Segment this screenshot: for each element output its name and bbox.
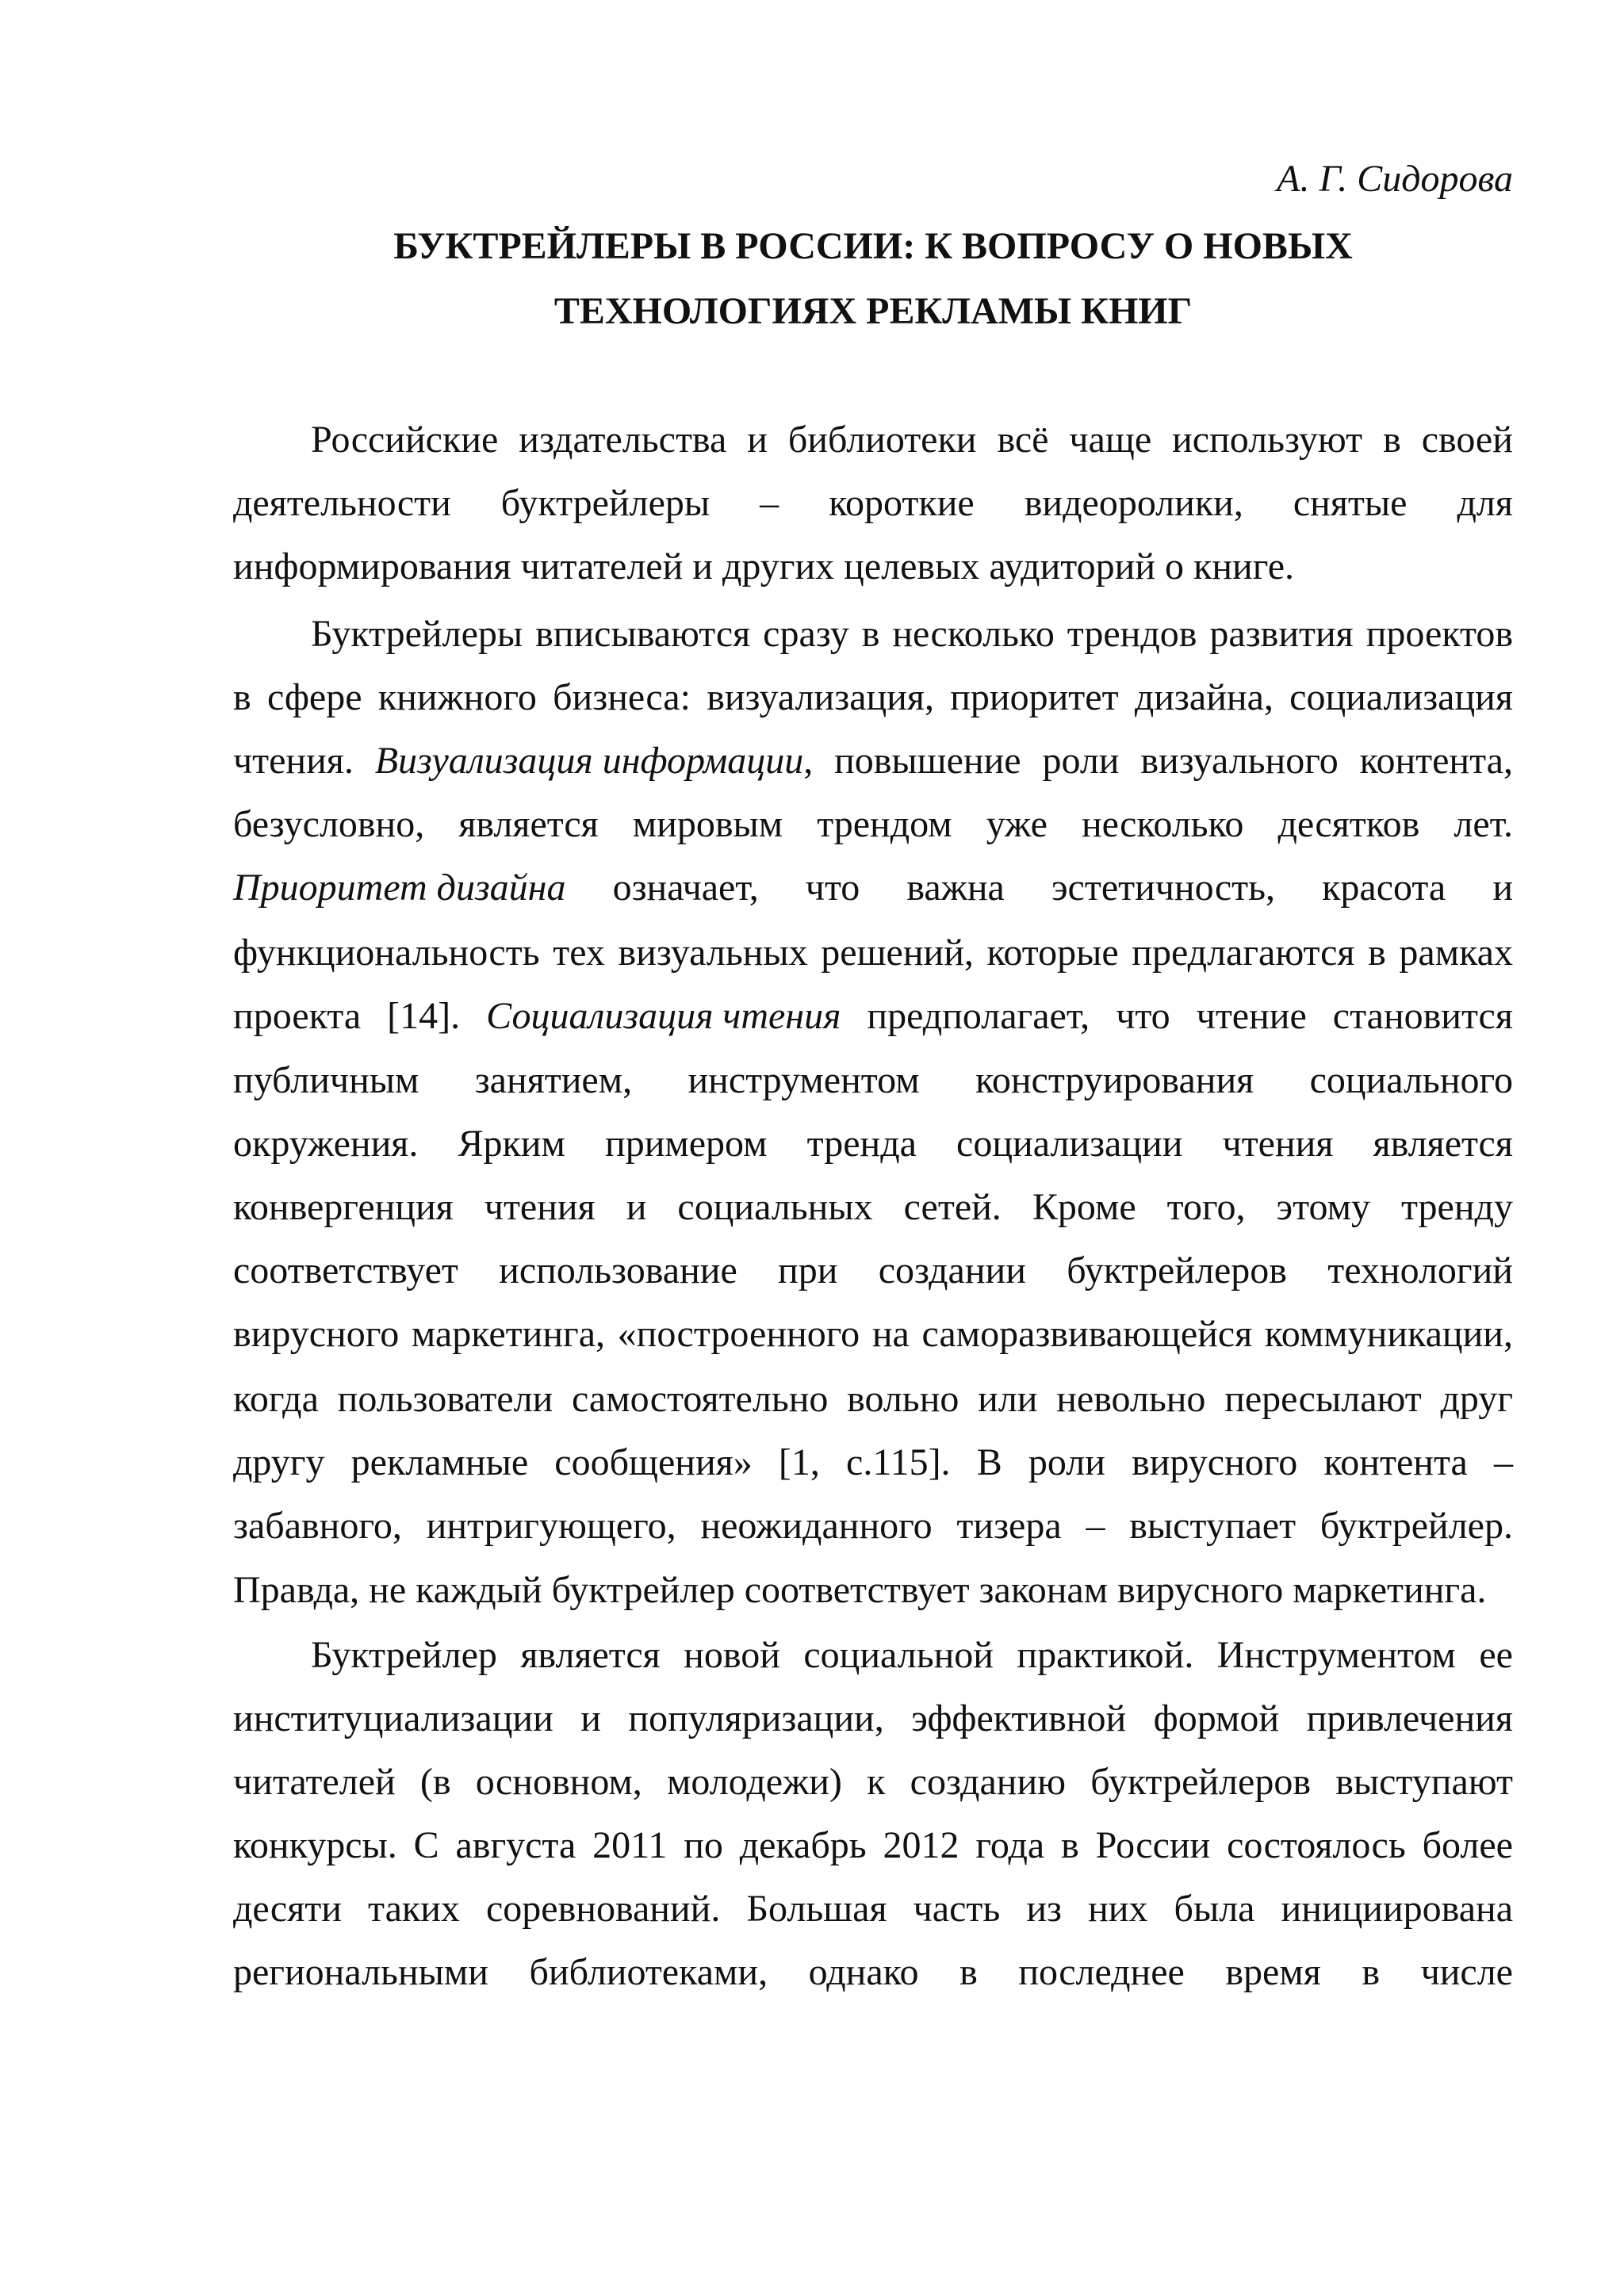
word: библиотеки [787,419,977,461]
word: чтения [1222,1123,1334,1165]
word: (в [419,1761,451,1803]
word: Буктрейлер [311,1634,497,1676]
word: десятков [1277,803,1420,845]
word: что [805,867,860,909]
word: чтение [1196,995,1307,1037]
word: занятием, [474,1059,633,1101]
word: числе [1420,1951,1513,1993]
word: и [747,419,768,461]
word: предлагаются [1132,932,1355,974]
word: пользователи [337,1378,553,1420]
word: сразу [763,613,849,655]
word: рекламные [350,1441,529,1483]
word: институциализации [233,1697,553,1739]
word: региональными [233,1951,488,1993]
text-line [233,864,1513,912]
word: таких [368,1888,460,1930]
word: вирусного [1132,1441,1298,1483]
word: ее [1479,1634,1513,1676]
word: Кроме [1032,1186,1136,1228]
text-line [233,674,1513,721]
word: основном, [475,1761,642,1803]
word: библиотеками, [529,1951,768,1993]
word: тизера [956,1505,1062,1547]
word: августа [455,1824,576,1866]
word: книжного [377,676,537,718]
word: формой [1153,1697,1280,1739]
text-line [233,929,1513,977]
word: снятые [1293,482,1408,524]
text-line [233,1758,1513,1806]
word: функциональность [233,932,540,974]
word: мировым [632,803,783,845]
word: лет. [1454,803,1513,845]
word: выступают [1335,1761,1513,1803]
word: в [1362,1951,1381,1993]
word: года [975,1824,1045,1866]
word: когда [233,1378,319,1420]
word: Приоритет дизайна [233,867,566,909]
word: забавного, [233,1505,402,1547]
word: саморазвивающейся [921,1313,1253,1355]
word: и [626,1186,647,1228]
word: деятельности [233,482,451,524]
word: используют [1172,419,1363,461]
word: буктрейлеров [1067,1249,1287,1292]
word: последнее [1018,1951,1185,1993]
word: решений, [821,932,974,974]
word: – [1493,1441,1513,1483]
word: часть [913,1888,1001,1930]
word: выступает [1129,1505,1297,1547]
word: эффективной [911,1697,1127,1739]
word: важна [906,867,1005,909]
word: проекта [233,995,362,1037]
word: Ярким [458,1123,565,1165]
word: была [1174,1888,1255,1930]
word: является [458,803,599,845]
word: более [1422,1824,1513,1866]
word: С [413,1824,439,1866]
word: контента, [1359,740,1513,782]
word: 2011 [592,1824,668,1866]
text-line [233,1311,1513,1358]
author-name: А. Г. Сидорова [1277,158,1513,200]
word: инициирована [1281,1888,1513,1930]
word: своей [1421,419,1513,461]
word: сообщения» [554,1441,753,1483]
word: – [760,482,779,524]
word: социализации [956,1123,1183,1165]
word: 2012 [883,1824,959,1866]
word: проектов [1365,613,1513,655]
word: Большая [746,1888,887,1930]
word: короткие [829,482,975,524]
word: в [1061,1824,1079,1866]
word: уже [986,803,1048,845]
word: соревнований. [486,1888,721,1930]
word: повышение [834,740,1021,782]
word: приоритет [950,676,1119,718]
word: соответствует [233,1249,458,1292]
word: создании [878,1249,1026,1292]
word: десяти [233,1888,342,1930]
word: в [233,676,251,718]
word: неожиданного [700,1505,933,1547]
word: означает, [612,867,759,909]
word: России [1095,1824,1211,1866]
word: что [1116,995,1170,1037]
word: контента [1323,1441,1468,1483]
word: однако [808,1951,919,1993]
word: в [1368,932,1386,974]
word: чтения [484,1186,596,1228]
document-page [233,0,1513,2296]
word: другу [233,1441,325,1483]
word: тех [553,932,605,974]
word: и [1492,867,1513,909]
word: социального [1309,1059,1513,1101]
word: состоялось [1227,1824,1406,1866]
word: читателей [233,1761,396,1803]
word: Российские [311,419,499,461]
word: Визуализация информации, [374,740,814,782]
word: визуальных [618,932,808,974]
word: которые [986,932,1119,974]
word: [14]. [387,995,461,1037]
word: всё [997,419,1049,461]
word: и [580,1697,601,1739]
word: видеоролики, [1024,482,1243,524]
text-line [311,610,1513,658]
word: интригующего, [426,1505,676,1547]
article-title [233,214,1513,344]
word: с.115]. [846,1441,951,1483]
word: чаще [1069,419,1152,461]
text-line [311,416,1513,464]
word: пересылают [1224,1378,1422,1420]
word: созданию [910,1761,1066,1803]
text-line [233,993,1513,1040]
word: при [778,1249,838,1292]
word: вольно [847,1378,959,1420]
word: вписываются [535,613,751,655]
word: В [976,1441,1002,1483]
word: эстетичность, [1051,867,1275,909]
word: технологий [1327,1249,1513,1292]
word: развития [1209,613,1354,655]
word: трендом [817,803,952,845]
word: того, [1166,1186,1246,1228]
text-line [233,737,1513,785]
word: в [959,1951,978,1993]
word: визуализация, [707,676,934,718]
word: для [1457,482,1513,524]
word: сетей. [903,1186,1002,1228]
word: них [1088,1888,1148,1930]
word: рамках [1399,932,1513,974]
word: становится [1332,995,1513,1037]
word: Инструментом [1216,1634,1456,1676]
word: чтения. [233,740,354,782]
title-line: ТЕХНОЛОГИЯХ РЕКЛАМЫ КНИГ [553,290,1193,332]
word: использование [499,1249,737,1292]
word: буктрейлеров [1090,1761,1311,1803]
word: безусловно, [233,803,425,845]
text-line [233,1184,1513,1231]
word: тренда [806,1123,917,1165]
text-line [233,1247,1513,1295]
word: или [978,1378,1038,1420]
text-line: информирования читателей и других целевых аудиторий о книге. [233,545,1295,587]
word: роли [1042,740,1120,782]
word: социальной [803,1634,994,1676]
word: сфере [266,676,362,718]
word: несколько [892,613,1055,655]
text-line [233,1376,1513,1423]
word: дизайна, [1134,676,1274,718]
title-line: БУКТРЕЙЛЕРЫ В РОССИИ: К ВОПРОСУ О НОВЫХ [393,225,1353,267]
word: визуального [1140,740,1339,782]
text-line [233,1439,1513,1487]
text-line [233,1885,1513,1933]
word: инструментом [688,1059,920,1101]
word: Социализация чтения [486,995,841,1037]
text-line [233,1822,1513,1869]
word: конструирования [975,1059,1254,1101]
word: друг [1440,1378,1513,1420]
word: предполагает, [867,995,1090,1037]
word: – [1086,1505,1105,1547]
word: «построенного [617,1313,860,1355]
word: декабрь [739,1824,867,1866]
word: социальных [677,1186,873,1228]
word: бизнеса: [553,676,691,718]
text-line [233,1057,1513,1104]
word: коммуникации, [1264,1313,1513,1355]
word: привлечения [1306,1697,1513,1739]
word: окружения. [233,1123,419,1165]
text-line [233,1695,1513,1743]
word: время [1225,1951,1321,1993]
word: Буктрейлеры [311,613,523,655]
word: практикой. [1017,1634,1194,1676]
word: является [1373,1123,1513,1165]
word: в [1383,419,1401,461]
word: роли [1028,1441,1105,1483]
word: трендов [1067,613,1197,655]
word: [1, [778,1441,820,1483]
word: из [1026,1888,1062,1930]
word: молодежи) [667,1761,842,1803]
word: по [684,1824,723,1866]
word: вирусного [233,1313,400,1355]
word: на [871,1313,910,1355]
word: этому [1276,1186,1370,1228]
word: в [861,613,880,655]
word: издательства [519,419,727,461]
word: новой [684,1634,780,1676]
text-line [311,1632,1513,1679]
word: конкурсы. [233,1824,397,1866]
word: популяризации, [628,1697,884,1739]
text-line [233,1949,1513,1996]
word: невольно [1056,1378,1206,1420]
word: несколько [1081,803,1244,845]
word: социализация [1289,676,1513,718]
word: маркетинга, [411,1313,605,1355]
text-line [233,801,1513,848]
word: тренду [1400,1186,1513,1228]
text-line [233,480,1513,527]
word: красота [1322,867,1446,909]
word: публичным [233,1059,419,1101]
word: буктрейлеры [500,482,710,524]
text-line [233,1120,1513,1168]
word: конвергенция [233,1186,454,1228]
text-line: Правда, не каждый буктрейлер соответствует законам вирусного маркетинга. [233,1569,1487,1611]
word: буктрейлер. [1320,1505,1513,1547]
word: примером [605,1123,768,1165]
word: к [867,1761,886,1803]
word: является [520,1634,661,1676]
word: самостоятельно [572,1378,829,1420]
text-line [233,1502,1513,1550]
